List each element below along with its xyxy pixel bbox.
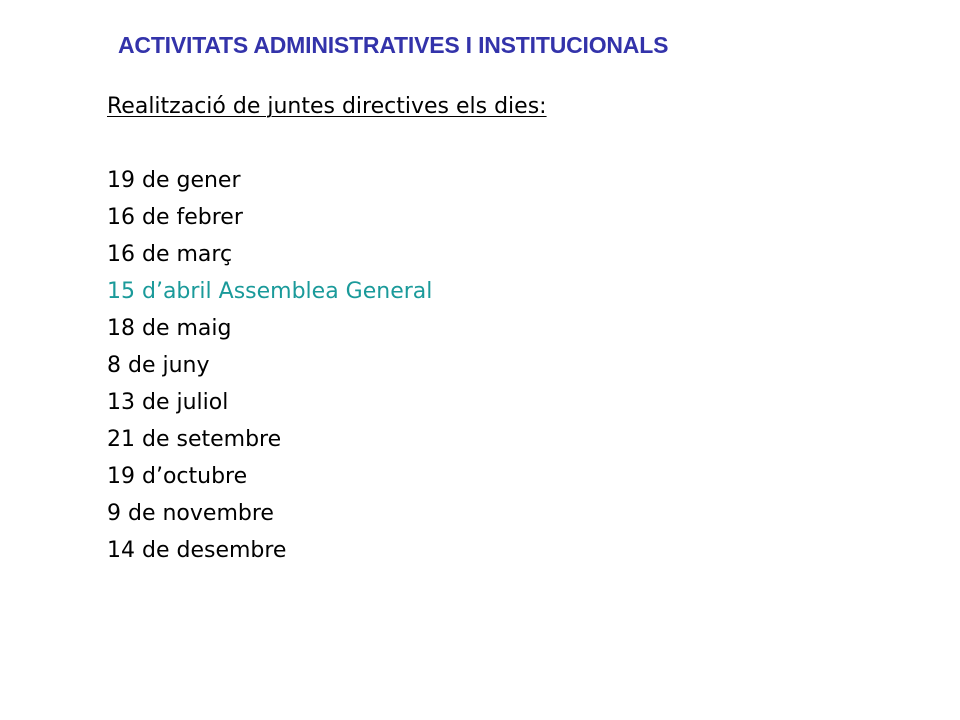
- meeting-date-item: 16 de març: [107, 242, 233, 267]
- meeting-date-item: 19 d’octubre: [107, 464, 248, 489]
- meeting-date-item: 16 de febrer: [107, 205, 243, 230]
- spacer: [107, 125, 547, 162]
- meeting-date-item: 9 de novembre: [107, 501, 274, 526]
- meeting-date-item: 21 de setembre: [107, 427, 282, 452]
- meeting-dates-list: [107, 162, 547, 569]
- meeting-date-item: 19 de gener: [107, 168, 241, 193]
- meeting-date-item: 18 de maig: [107, 316, 232, 341]
- meeting-date-item: 8 de juny: [107, 353, 210, 378]
- meeting-date-item: 14 de desembre: [107, 538, 287, 563]
- slide-body: [107, 88, 547, 569]
- slide-title: ACTIVITATS ADMINISTRATIVES I INSTITUCIONALS: [118, 32, 669, 58]
- meeting-date-item: 13 de juliol: [107, 390, 229, 415]
- general-assembly-date-item: 15 d’abril Assemblea General: [107, 279, 433, 304]
- meetings-subtitle: Realització de juntes directives els dies:: [107, 94, 547, 119]
